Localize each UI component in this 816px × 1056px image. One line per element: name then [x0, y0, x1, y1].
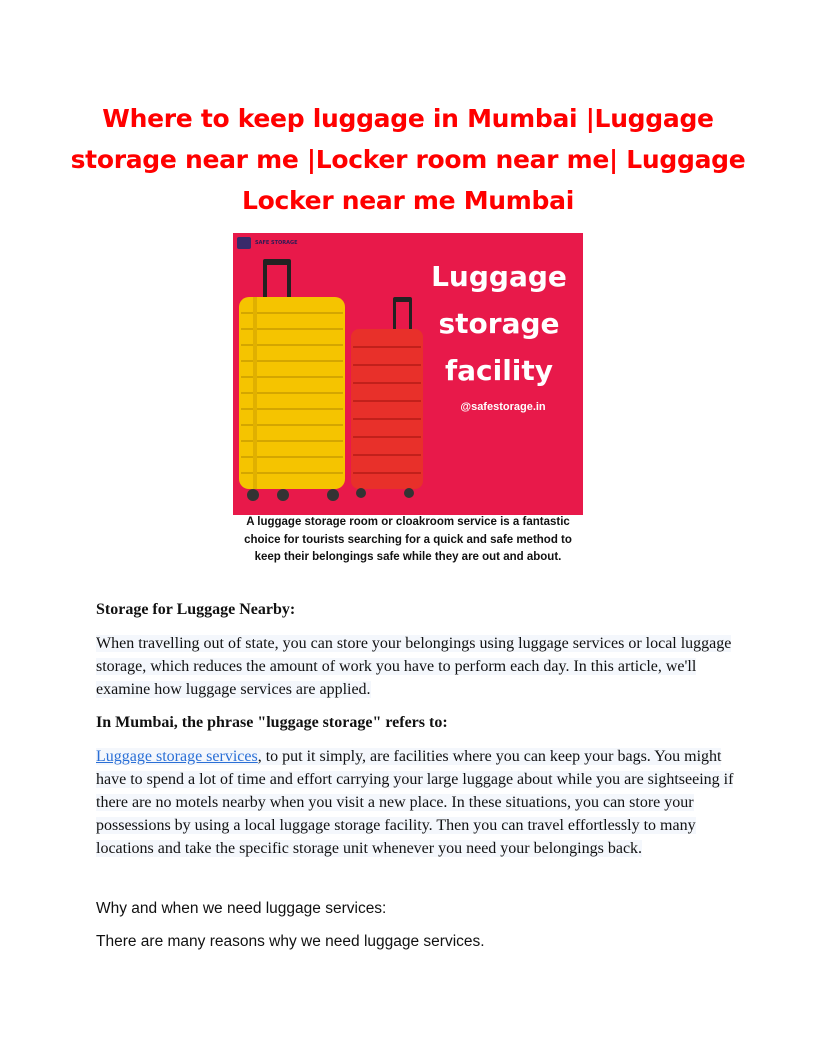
- red-suitcase-handle-top: [393, 297, 412, 302]
- yellow-suitcase-wheel-mid: [277, 489, 289, 501]
- paragraph-1-text: When travelling out of state, you can store your belongings using luggage services or local luggage storage, which reduces the amount of work you have to perform each day. In this article, we'll examine how luggage services are applied.: [96, 635, 732, 698]
- paragraph-2-text: , to put it simply, are facilities where you can keep your bags. You might have to spend a lot of time and effort carrying your large luggage about while you are sightseeing if there are no motels nearby when you visit a new place. In these situations, you can store your possessions by using a local luggage storage facility. Then you can travel effortlessly to many locations and take the specific storage unit whenever you need your belongings back.: [96, 748, 734, 857]
- hero-headline: [419, 253, 579, 394]
- paragraph-1: [96, 632, 736, 701]
- image-caption: A luggage storage room or cloakroom service is a fantastic choice for tourists searching for a quick and safe method to keep their belongings safe while they are out and about.: [244, 516, 572, 563]
- hero-image: [233, 233, 583, 515]
- yellow-suitcase-handle-left: [263, 261, 267, 301]
- paragraph-2: [96, 745, 736, 860]
- red-suitcase-wheel-right: [404, 488, 414, 498]
- red-suitcase: [351, 329, 423, 489]
- paragraph-4: There are many reasons why we need luggage services.: [96, 933, 485, 950]
- yellow-suitcase-wheel-left: [247, 489, 259, 501]
- hero-handle: @safestorage.in: [460, 401, 546, 413]
- logo-text: SAFE STORAGE: [255, 240, 298, 246]
- red-suitcase-handle-left: [393, 299, 396, 331]
- paragraph-3: Why and when we need luggage services:: [96, 900, 387, 917]
- brand-logo: [237, 237, 298, 249]
- logo-icon: [237, 237, 251, 249]
- hero-line-3: facility: [444, 354, 554, 387]
- red-suitcase-wheel-left: [356, 488, 366, 498]
- yellow-suitcase-handle-right: [287, 261, 291, 301]
- yellow-suitcase-edge: [253, 297, 257, 489]
- red-suitcase-handle-right: [409, 299, 412, 331]
- hero-line-2: storage: [438, 307, 560, 340]
- luggage-storage-services-link[interactable]: Luggage storage services: [96, 748, 258, 765]
- page-title: Where to keep luggage in Mumbai |Luggage storage near me |Locker room near me| Luggage Locker near me Mumbai: [70, 104, 746, 215]
- yellow-suitcase-handle-top: [263, 259, 291, 265]
- hero-line-1: Luggage: [431, 260, 567, 293]
- section-heading-1: Storage for Luggage Nearby:: [96, 601, 296, 618]
- section-heading-2: In Mumbai, the phrase "luggage storage" refers to:: [96, 714, 448, 731]
- yellow-suitcase-wheel-right: [327, 489, 339, 501]
